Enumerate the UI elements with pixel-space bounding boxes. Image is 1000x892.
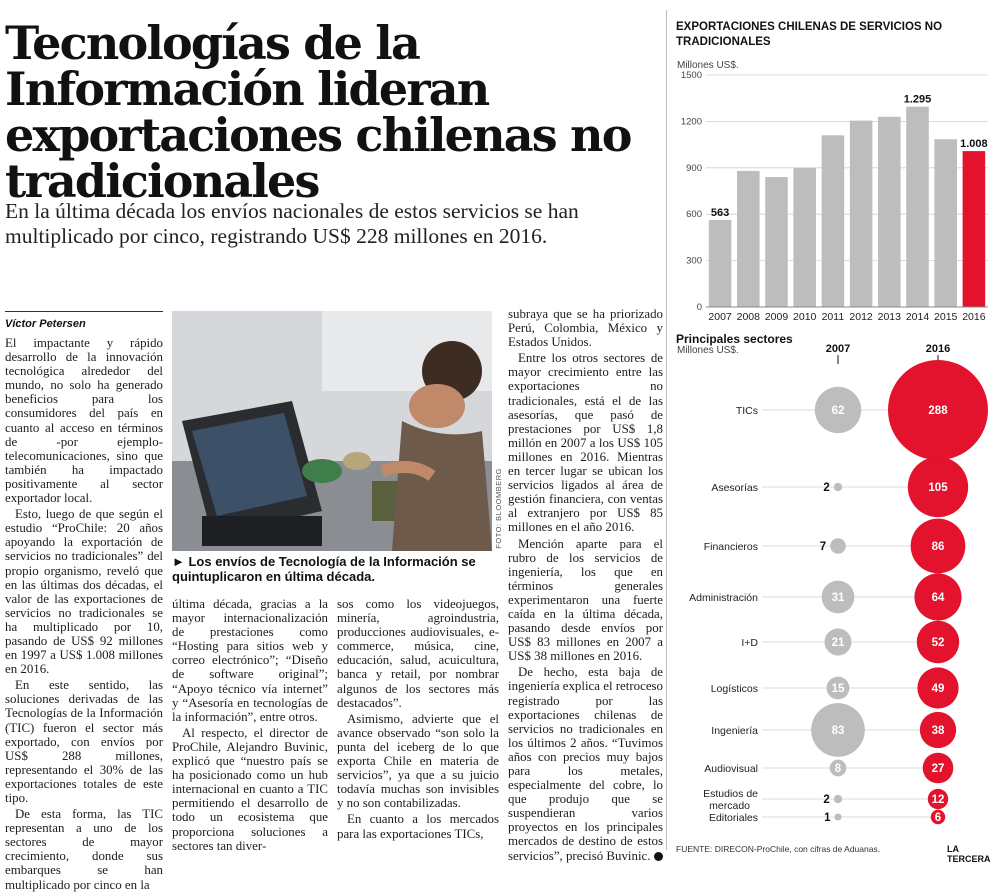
photo-credit: FOTO: BLOOMBERG: [494, 468, 503, 549]
body-paragraph: Mención aparte para el rubro de los servicios de ingeniería, los que en términos generales experimentaron una fuerte caída en la última década, pasando desde envíos por US$ 83 millones en 2007 a US$ 38 millones en 2016.: [508, 536, 663, 664]
bar-2010: [793, 168, 816, 307]
y-tick-label: 900: [686, 162, 702, 174]
sector-label: Estudios de mercado: [703, 788, 758, 812]
bubble-2007-value: 2: [823, 794, 830, 806]
bar-2014: [906, 107, 929, 307]
bubble-2007-value: 1: [824, 812, 831, 824]
column-header-2007: 2007: [825, 343, 851, 355]
bar-chart: [670, 65, 994, 325]
body-paragraph: subraya que se ha priorizado Perú, Colombia, México y Estados Unidos.: [508, 307, 663, 350]
data-label: 1.295: [903, 93, 932, 106]
bubble-chart: [670, 340, 994, 830]
bar-2015: [934, 139, 957, 307]
body-paragraph: Entre los otros sectores de mayor crecimiento entre las exportaciones no tradicionales, está el de las asesorías, que pasó de prestaciones por US$ 1,8 millón en 2007 a los US$ 105 millones en 2016. Mientras en tercer lugar se ubican los servicios ligados al área de gestión financiera, con ventas al extranjero por US$ 85 millones en el año 2016.: [508, 351, 663, 535]
body-column-4: [508, 307, 663, 863]
bar-2013: [878, 117, 901, 307]
sector-label: TICs: [735, 405, 758, 417]
bubble-2007-value: 62: [831, 405, 845, 417]
y-tick-label: 0: [696, 302, 702, 313]
body-paragraph: El impactante y rápido desarrollo de la innovación tecnológica alrededor del mundo, no solo ha generado beneficios para los consumidores del país en cuanto al acceso en términos de -por ejemplo- telecomunicaciones, sino que también ha impactado positivamente al sector exportador local.: [5, 336, 163, 506]
data-label: 563: [710, 206, 730, 219]
bar-2009: [765, 177, 788, 307]
bubble-2007: [830, 538, 846, 554]
bubble-2007-value: 7: [819, 541, 827, 553]
sector-label: Administración: [689, 592, 758, 604]
sector-label: Ingeniería: [711, 725, 758, 737]
bubble-chart-title: Principales sectores: [676, 332, 793, 346]
body-paragraph: De esta forma, las TIC representan a uno de los sectores de mayor crecimiento, donde sus embarques se han multiplicado por cinco en la: [5, 807, 163, 892]
body-column-1: [5, 336, 163, 892]
bar-2011: [822, 135, 845, 307]
bubble-chart-unit: Millones US$.: [677, 345, 739, 356]
bubble-2016-value: 38: [931, 725, 945, 737]
body-paragraph: Al respecto, el director de ProChile, Alejandro Buvinic, explicó que “nuestro país se ha posicionado como un hub internacional en cuanto a TIC permitiendo el desarrollo de todo un ecosistema que proporciona soluciones a sectores tan diver-: [172, 725, 328, 853]
article-photo: [172, 311, 492, 551]
end-mark-icon: [654, 852, 663, 861]
x-tick-label: 2008: [736, 311, 760, 323]
body-paragraph: sos como los videojuegos, minería, agroindustria, producciones audiovisuales, e-commerce, música, cine, educación, salud, acuicultura, banca y retail, por nombrar algunos de los sectores más destacados”.: [337, 597, 499, 710]
bubble-2007-value: 21: [831, 637, 845, 649]
body-paragraph: última década, gracias a la mayor internacionalización de prestaciones como “Hosting para sitios web y correo electrónico”; “Diseño de software original”; “Apoyo técnico vía internet” y “Asesoría en tecnologías de la información”, entre otros.: [172, 597, 328, 724]
x-tick-label: 2015: [934, 311, 958, 323]
body-paragraph: Esto, luego de que según el estudio “ProChile: 20 años apoyando la exportación de servicios no tradicionales” del propio organismo, reveló que en las últimas dos décadas, el valor de las exportaciones de servicios no tradicionales se ha multiplicado por 10, pasando de US$ 92 millones en 1997 a US$ 1.008 millones en 2016.: [5, 507, 163, 677]
bubble-2007-value: 2: [823, 482, 830, 494]
sector-label: Financieros: [703, 541, 758, 553]
x-tick-label: 2009: [764, 311, 789, 323]
bubble-2016-value: 27: [931, 763, 945, 775]
bar-chart-title: EXPORTACIONES CHILENAS DE SERVICIOS NO TRADICIONALES: [676, 21, 943, 48]
x-tick-label: 2013: [877, 311, 901, 323]
bar-chart-unit: Millones US$.: [677, 60, 739, 71]
sector-label: I+D: [741, 637, 758, 649]
bubble-2007-value: 31: [831, 592, 845, 604]
bubble-2007: [834, 795, 842, 803]
sidebar-divider: [666, 10, 667, 850]
bubble-2016-value: 105: [928, 482, 948, 494]
y-tick-label: 1200: [680, 116, 702, 128]
publication-brand: LA TERCERA: [947, 844, 991, 864]
sector-label: Audiovisual: [704, 763, 758, 775]
bubble-2016-value: 49: [931, 683, 945, 695]
bar-2012: [850, 121, 873, 307]
body-paragraph: De hecho, esta baja de ingeniería explica el retroceso registrado por las exportaciones chilenas de servicios no tradicionales en los últimos 2 años. “Tuvimos años con precios muy bajos para los metales, especialmente del cobre, lo que produjo que se suspendieran varios proyectos en los principales mercados de destino de estos servicios”, precisó Buvinic.: [508, 665, 663, 863]
bubble-2007-value: 15: [831, 683, 845, 695]
bubble-2016-value: 64: [931, 592, 945, 604]
headline: Tecnologías de la Información lideran exportaciones chilenas no tradicionales: [5, 16, 631, 208]
bubble-2016-value: 12: [931, 794, 945, 806]
photo-illustration: [172, 311, 492, 551]
body-paragraph: En este sentido, las soluciones derivadas de las Tecnologías de la Información (TIC) fueron el sector más exportado, con envíos por US$ 288 millones, representando el 30% de las exportaciones totales de este tipo.: [5, 678, 163, 805]
x-tick-label: 2010: [793, 311, 817, 323]
bubble-2016-value: 6: [934, 812, 942, 824]
photo-caption: ► Los envíos de Tecnología de la Información se quintuplicaron en última década.: [172, 554, 476, 584]
bar-2016: [963, 151, 986, 307]
bar-2008: [737, 171, 760, 307]
bubble-2007-value: 8: [834, 763, 842, 775]
dek: En la última década los envíos nacionales de estos servicios se han multiplicado por cinco, registrando US$ 228 millones en 2016.: [5, 199, 579, 248]
sector-label: Editoriales: [708, 812, 758, 824]
sector-label: Logísticos: [710, 683, 758, 695]
data-label: 1.008: [960, 138, 988, 151]
bubble-2007: [834, 483, 842, 491]
bubble-2016-value: 86: [931, 541, 945, 553]
y-tick-label: 600: [686, 209, 702, 221]
bar-2007: [709, 220, 732, 307]
x-tick-label: 2012: [849, 311, 873, 323]
y-tick-label: 1500: [680, 70, 702, 81]
chart-source: FUENTE: DIRECON-ProChile, con cifras de Aduanas.: [676, 844, 881, 854]
bubble-2016-value: 288: [928, 405, 948, 417]
bubble-2016-value: 52: [931, 637, 945, 649]
body-paragraph: En cuanto a los mercados para las exportaciones TICs,: [337, 812, 499, 841]
body-column-3: [337, 597, 499, 859]
body-paragraph: Asimismo, advierte que el avance observado “son solo la punta del iceberg de lo que exporta Chile en materia de servicios”, ya que a su juicio todavía muchas son invisibles y no son contabilizadas.: [337, 711, 499, 811]
x-tick-label: 2016: [962, 311, 986, 323]
byline: Víctor Petersen: [5, 311, 163, 330]
x-tick-label: 2014: [905, 311, 930, 323]
sector-label: Asesorías: [711, 482, 758, 494]
x-tick-label: 2007: [708, 311, 732, 323]
x-tick-label: 2011: [821, 311, 845, 323]
bubble-2007-value: 83: [831, 725, 845, 737]
y-tick-label: 300: [686, 255, 702, 267]
body-column-2: [172, 597, 328, 859]
column-header-2016: 2016: [925, 343, 951, 355]
bubble-2007: [835, 814, 842, 821]
